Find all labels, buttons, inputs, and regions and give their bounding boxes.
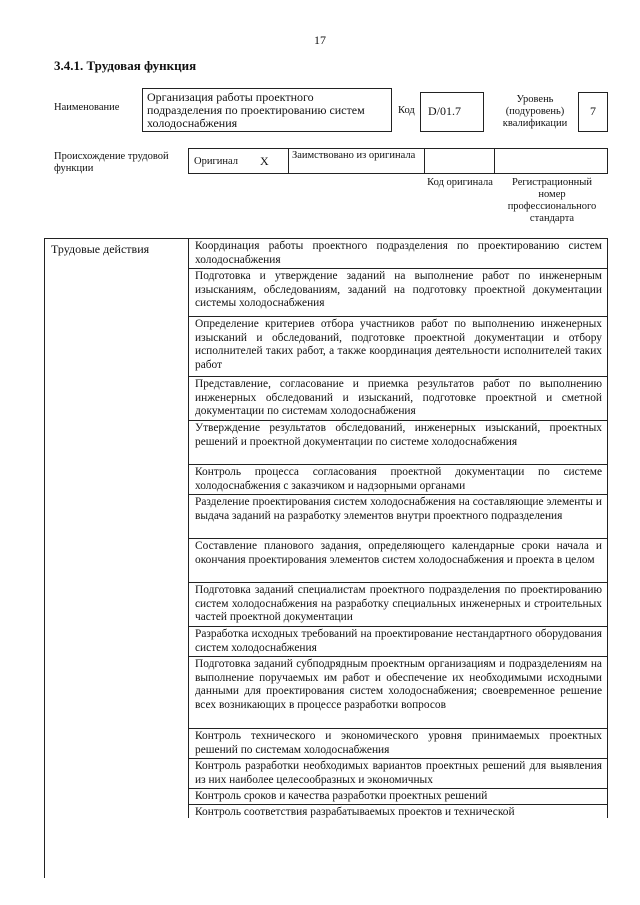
action-item: Контроль разработки необходимых вариантов проектных решений для выявления из них наиболее целесообразных и экономичных	[189, 758, 607, 788]
actions-label: Трудовые действия	[51, 242, 150, 256]
action-item: Контроль соответствия разрабатываемых проектов и технической	[189, 804, 607, 818]
action-item: Контроль процесса согласования проектной документации по системе холодоснабжения с заказчиком и надзорными органами	[189, 464, 607, 494]
action-item: Подготовка заданий субподрядным проектным организациям и подразделениям на выполнение поручаемых им работ и обеспечение их необходимыми исходными данными для проектирования систем холодоснабжения; своевременное решение всех возникающих в процессе разработки вопросов	[189, 656, 607, 728]
page-number: 17	[314, 33, 326, 47]
level-value-cell	[578, 92, 608, 132]
action-item: Представление, согласование и приемка результатов работ по выполнению инженерных обследований и изысканий, подготовке проектной и сметной документации по системам холодоснабжения	[189, 376, 607, 420]
name-value-cell	[142, 88, 392, 132]
origin-divider-1	[288, 148, 289, 174]
action-item: Определение критериев отбора участников работ по выполнению инженерных изысканий и обследований, подготовке проектной документации и отбору исполнителей таких работ, а также координация деятельности исполнителей таких работ	[189, 316, 607, 376]
borrowed-label: Заимствовано из оригинала	[292, 150, 416, 161]
level-label: Уровень (подуровень) квалификации	[502, 94, 568, 129]
level-value: 7	[590, 104, 596, 118]
action-item: Координация работы проектного подразделения по проектированию систем холодоснабжения	[189, 238, 607, 268]
code-label: Код	[398, 105, 415, 116]
action-item: Утверждение результатов обследований, инженерных изысканий, проектных решений и проектной документации по системе холодоснабжения	[189, 420, 607, 464]
original-label: Оригинал	[194, 156, 238, 167]
action-item: Разделение проектирования систем холодоснабжения на составляющие элементы и выдача заданий на разработку элементов внутри проектного подразделения	[189, 494, 607, 538]
code-original-label: Код оригинала	[427, 177, 493, 188]
action-item: Подготовка и утверждение заданий на выполнение работ по инженерным изысканиям, обследованиям, заданий на подготовку проектной документации системы холодоснабжения	[189, 268, 607, 316]
action-item: Контроль технического и экономического уровня принимаемых проектных решений по системам холодоснабжения	[189, 728, 607, 758]
section-heading: 3.4.1. Трудовая функция	[54, 58, 197, 73]
action-item: Подготовка заданий специалистам проектного подразделения по проектированию систем холодоснабжения на разработку специальных инженерных и строительных частей проектной документации	[189, 582, 607, 626]
origin-divider-3	[494, 148, 495, 174]
action-item: Разработка исходных требований на проектирование нестандартного оборудования систем холодоснабжения	[189, 626, 607, 656]
code-value: D/01.7	[428, 104, 461, 118]
code-value-cell	[420, 92, 484, 132]
action-item: Контроль сроков и качества разработки проектных решений	[189, 788, 607, 804]
actions-label-cell	[44, 238, 188, 878]
name-label: Наименование	[54, 102, 120, 113]
origin-divider-2	[424, 148, 425, 174]
action-item: Составление планового задания, определяющего календарные сроки начала и окончания проектирования элементов систем холодоснабжения и проекта в целом	[189, 538, 607, 582]
origin-label: Происхождение трудовой функции	[54, 151, 169, 174]
actions-list	[188, 238, 608, 818]
original-mark: X	[260, 154, 269, 168]
reg-number-label: Регистрационный номер профессионального стандарта	[507, 177, 597, 224]
name-value: Организация работы проектного подразделения по проектированию систем холодоснабжения	[147, 90, 365, 130]
